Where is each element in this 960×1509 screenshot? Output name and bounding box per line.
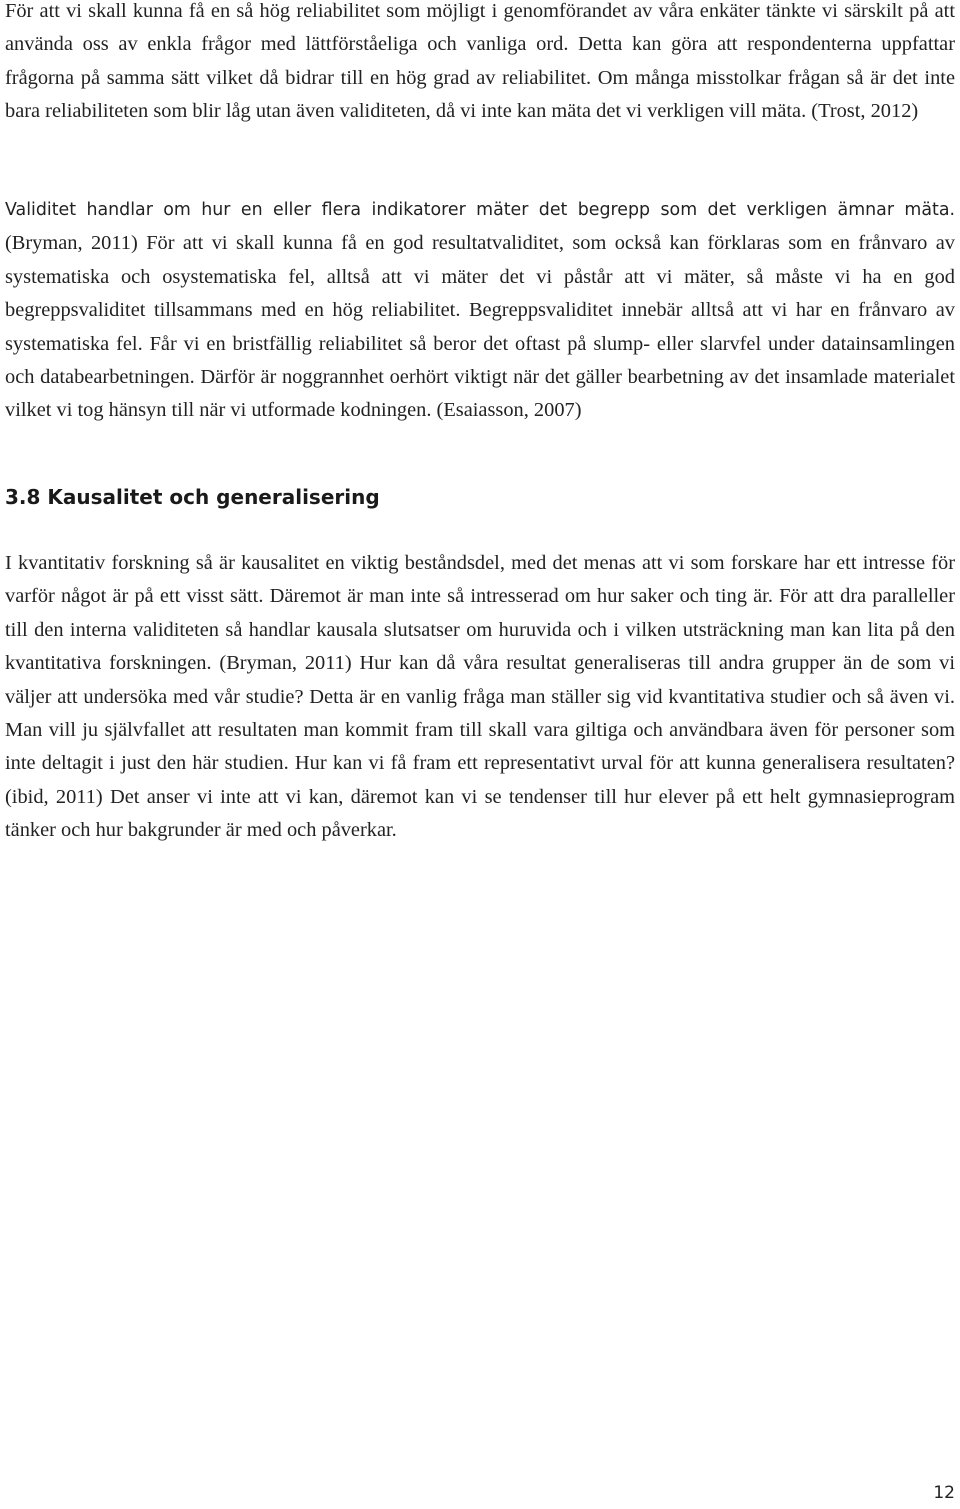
paragraph-validity-rest: (Bryman, 2011) För att vi skall kunna få en god resultatvaliditet, som också kan förklaras som en frånvaro av systematiska och osystematiska fel, alltså att vi mäter det vi påstår att vi mäter, så måste vi ha en god begreppsvaliditet tillsammans med en hög reliabilitet. Begreppsvaliditet innebär alltså att vi har en frånvaro av systematiska fel. Får vi en bristfällig reliabilitet så beror det oftast på slump- eller slarvfel under datainsamlingen och databearbetningen. Därför är noggrannhet oerhört viktigt när det gäller bearbetning av det insamlade materialet vilket vi tog hänsyn till när vi utformade kodningen. (Esaiasson, 2007) — [5, 232, 955, 422]
paragraph-validity-lead: Validitet handlar om hur en eller flera indikatorer mäter det begrepp som det verkligen ämnar mäta. — [5, 200, 955, 220]
section-heading: 3.8 Kausalitet och generalisering — [5, 485, 380, 509]
paragraph-causality: I kvantitativ forskning så är kausalitet en viktig beståndsdel, med det menas att vi som forskare har ett intresse för varför något är på ett visst sätt. Däremot är man inte så intresserad om hur saker och ting är. För att dra paralleller till den interna validiteten så handlar kausala slutsatser om huruvida och i vilken utsträckning man kan lita på den kvantitativa forskningen. (Bryman, 2011) Hur kan då våra resultat generaliseras till andra grupper än de som vi väljer att undersöka med vår studie? Detta är en vanlig fråga man ställer sig vid kvantitativa studier och så även vi. Man vill ju självfallet att resultaten man kommit fram till skall vara giltiga och användbara även för personer som inte deltagit i just den här studien. Hur kan vi få fram ett representativt urval för att kunna generalisera resultaten? (ibid, 2011) Det anser vi inte att vi kan, däremot kan vi se tendenser till hur elever på ett helt gymnasieprogram tänker och hur bakgrunder är med och påverkar. — [5, 552, 955, 842]
paragraph-reliability: För att vi skall kunna få en så hög reliabilitet som möjligt i genomförandet av våra enkäter tänkte vi särskilt på att använda oss av enkla frågor med lättförståeliga och vanliga ord. Detta kan göra att respondenterna uppfattar frågorna på samma sätt vilket då bidrar till en hög grad av reliabilitet. Om många misstolkar frågan så är det inte bara reliabiliteten som blir låg utan även validiteten, då vi inte kan mäta det vi verkligen vill mäta. (Trost, 2012) — [5, 0, 955, 123]
paragraph-validity — [5, 193, 955, 428]
page-number: 12 — [933, 1483, 955, 1503]
